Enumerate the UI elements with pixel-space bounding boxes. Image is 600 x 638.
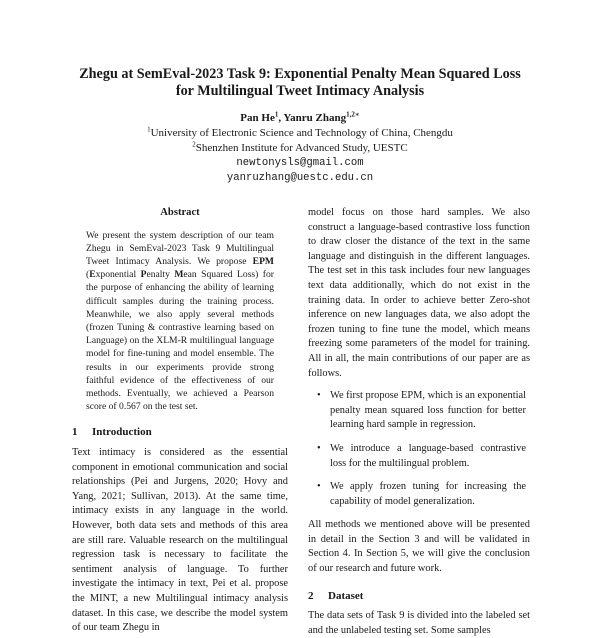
right-paragraph-2: All methods we mentioned above will be presented in detail in the Section 3 and will be validated in Section 4. In Section 5, we will give the conclusion of our research and future work. [308,519,530,575]
intro-number: 1 [72,426,78,439]
abstract-text-a: We present the system description of our team Zhegu in SemEval-2023 Task 9 Multilingual Tweet Intimacy Analysis. We propose [86,229,274,267]
bullet-glyph: • [317,481,321,493]
affiliation-2 [40,141,560,156]
intro-text: Text intimacy is considered as the essential component in emotional communication and social relationships (Pei and Jurgens, 2020; Hovy and Yang, 2021; Sullivan, 2013). At the same time, intimacy exists in any language in the world. However, both data sets and methods of this area are still rare. Valuable research on the multilingual regression task is necessary to facilitate the sentiment analysis of language. To further investigate the intimacy in text, Pei et al. propose the MINT, a new Multilingual intimacy analysis dataset. In this case, we describe the model system of our team Zhegu in [72,447,288,634]
contribution-text: We apply frozen tuning for increasing the capability of model generalization. [330,481,526,507]
abstract-m: M [174,269,184,281]
abstract-text-b: ( [86,269,90,281]
bullet-glyph: • [317,390,321,402]
abstract-text [86,229,274,414]
dataset-text: The data sets of Task 9 is divided into the labeled set and the unlabeled testing set. Some samples [308,610,530,636]
abstract-heading: Abstract [160,207,200,218]
abstract-xponential: xponential [95,269,141,281]
contribution-text: We introduce a language-based contrastive loss for the multilingual problem. [330,442,526,469]
author-1-sup: 1 [274,110,279,119]
bullet-glyph: • [317,442,321,454]
right-column [308,206,530,638]
intro-title: Introduction [92,426,152,439]
intro-heading [72,425,288,440]
affiliation-1 [40,126,560,141]
right-paragraph-1: model focus on those hard samples. We also construct a language-based contrastive loss function to draw closer the distance of the text in the same language and distinguish in the different languages. The test set in this task includes four new languages text data additionally, which do not exist in the training data. In order to achieve better Zero-shot inference on new languages data, we also adopt the frozen tuning to fine tune the model, which means freezing some parameters of the model for training. All in all, the main contributions of our paper are as follows. [308,207,530,379]
author-names [40,111,560,126]
affiliation-2-text: Shenzhen Institute for Advanced Study, UESTC [195,142,408,154]
affiliation-1-text: University of Electronic Science and Technology of China, Chengdu [150,127,453,139]
title-line-2: for Multilingual Tweet Intimacy Analysis [175,83,425,99]
dataset-title: Dataset [328,589,364,602]
author-separator: , [278,112,284,124]
abstract-epm: EPM [252,256,274,267]
left-column [72,206,288,636]
dataset-heading [308,589,530,604]
author-2-sup: 1,2∗ [346,110,360,119]
abstract-ean: ean Squared Loss) for the purpose of enhancing the ability of learning difficult samples during the training process. Meanwhile, we also apply several methods (frozen Tuning & contrastive learning based on Language) on the XLM-R multilingual language model for fine-tuning and model ensemble. The results in our experiments provide strong faithful evidence of the effectiveness of our methods. Eventually, we achieved a Pearson score of 0.567 on the test set. [86,269,274,413]
contribution-text: We first propose EPM, which is an exponential penalty mean squared loss function for better learning hard sample in regression. [330,390,526,431]
affiliation-1-sup: 1 [147,125,151,134]
email-2[interactable]: yanruzhang@uestc.edu.cn [226,172,374,184]
abstract-p: P [140,269,147,281]
abstract-enalty: enalty [146,269,175,281]
author-1: Pan He [240,112,275,124]
title-line-1: Zhegu at SemEval-2023 Task 9: Exponential Penalty Mean Squared Loss [79,66,521,82]
abstract-e: E [89,269,96,281]
paper-title [40,66,560,100]
affiliation-2-sup: 2 [192,140,196,149]
contribution-item [308,389,530,433]
dataset-number: 2 [308,589,314,602]
author-2: Yanru Zhang [283,112,347,124]
email-1[interactable]: newtonysls@gmail.com [236,157,364,169]
contribution-list [308,389,530,509]
author-block [40,111,560,186]
contribution-item [308,480,530,509]
contribution-item [308,442,530,471]
